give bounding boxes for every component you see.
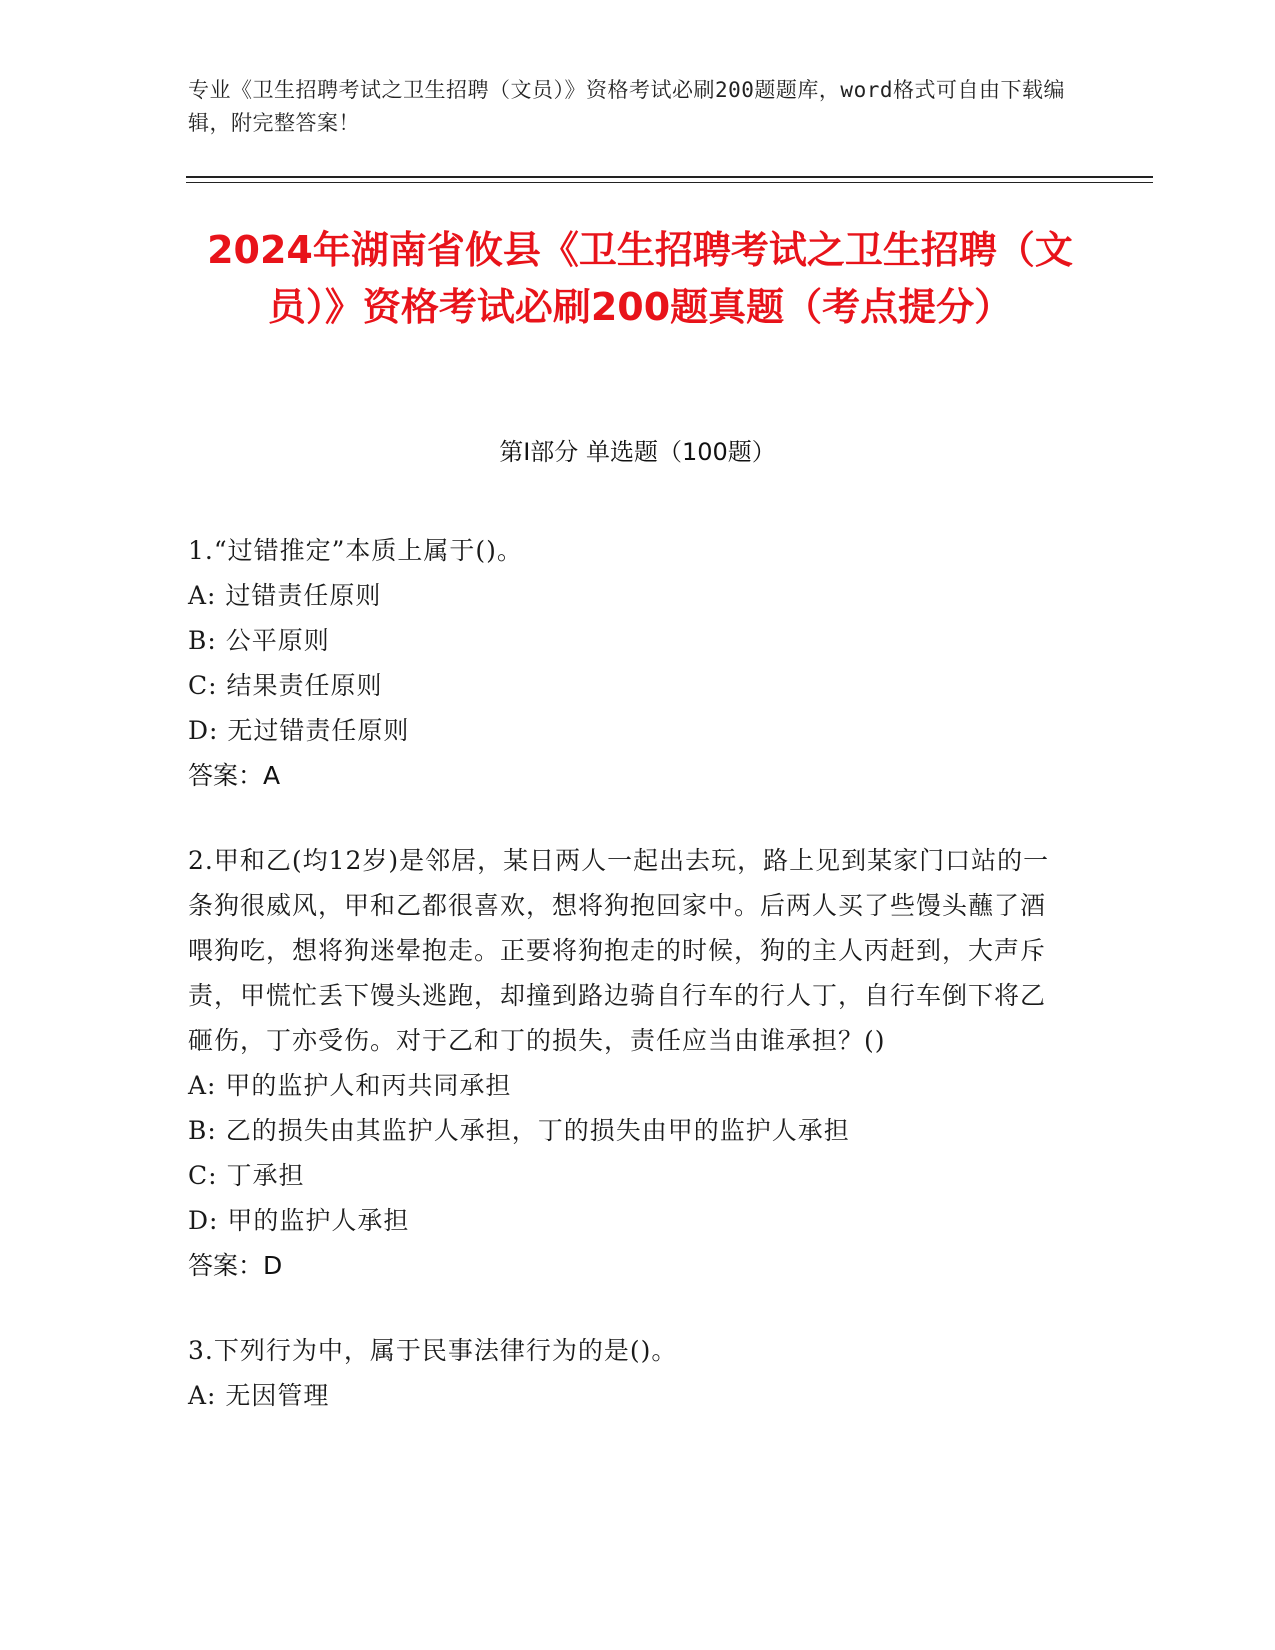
option-c: C: 结果责任原则 <box>188 671 383 700</box>
option-a: A: 无因管理 <box>188 1381 330 1410</box>
option-b: B: 乙的损失由其监护人承担，丁的损失由甲的监护人承担 <box>188 1116 850 1145</box>
question-2 <box>188 838 1068 1288</box>
section-title: 第Ⅰ部分 单选题（100题） <box>499 438 776 466</box>
question-stem: 3.下列行为中，属于民事法律行为的是()。 <box>188 1336 678 1365</box>
answer: 答案：A <box>188 761 281 790</box>
question-stem: 1.“过错推定”本质上属于()。 <box>188 536 523 565</box>
option-d: D: 甲的监护人承担 <box>188 1206 410 1235</box>
option-d: D: 无过错责任原则 <box>188 716 410 745</box>
answer: 答案：D <box>188 1251 283 1280</box>
option-c: C: 丁承担 <box>188 1161 305 1190</box>
question-3 <box>188 1328 1068 1418</box>
header-note: 专业《卫生招聘考试之卫生招聘（文员）》资格考试必刷200题题库，word格式可自由下载编辑，附完整答案！ <box>188 78 1065 135</box>
header-divider-thin <box>186 182 1153 183</box>
document-title: 2024年湖南省攸县《卫生招聘考试之卫生招聘（文员）》资格考试必刷200题真题（考点提分） <box>207 228 1073 329</box>
question-list <box>188 528 1068 1458</box>
question-1 <box>188 528 1068 798</box>
option-b: B: 公平原则 <box>188 626 330 655</box>
question-stem: 2.甲和乙(均12岁)是邻居，某日两人一起出去玩，路上见到某家门口站的一条狗很威风，甲和乙都很喜欢，想将狗抱回家中。后两人买了些馒头蘸了酒喂狗吃，想将狗迷晕抱走。正要将狗抱走的时候，狗的主人丙赶到，大声斥责，甲慌忙丢下馒头逃跑，却撞到路边骑自行车的行人丁，自行车倒下将乙砸伤，丁亦受伤。对于乙和丁的损失，责任应当由谁承担？() <box>188 846 1050 1055</box>
header-divider-thick <box>186 176 1153 178</box>
option-a: A: 过错责任原则 <box>188 581 382 610</box>
option-a: A: 甲的监护人和丙共同承担 <box>188 1071 512 1100</box>
